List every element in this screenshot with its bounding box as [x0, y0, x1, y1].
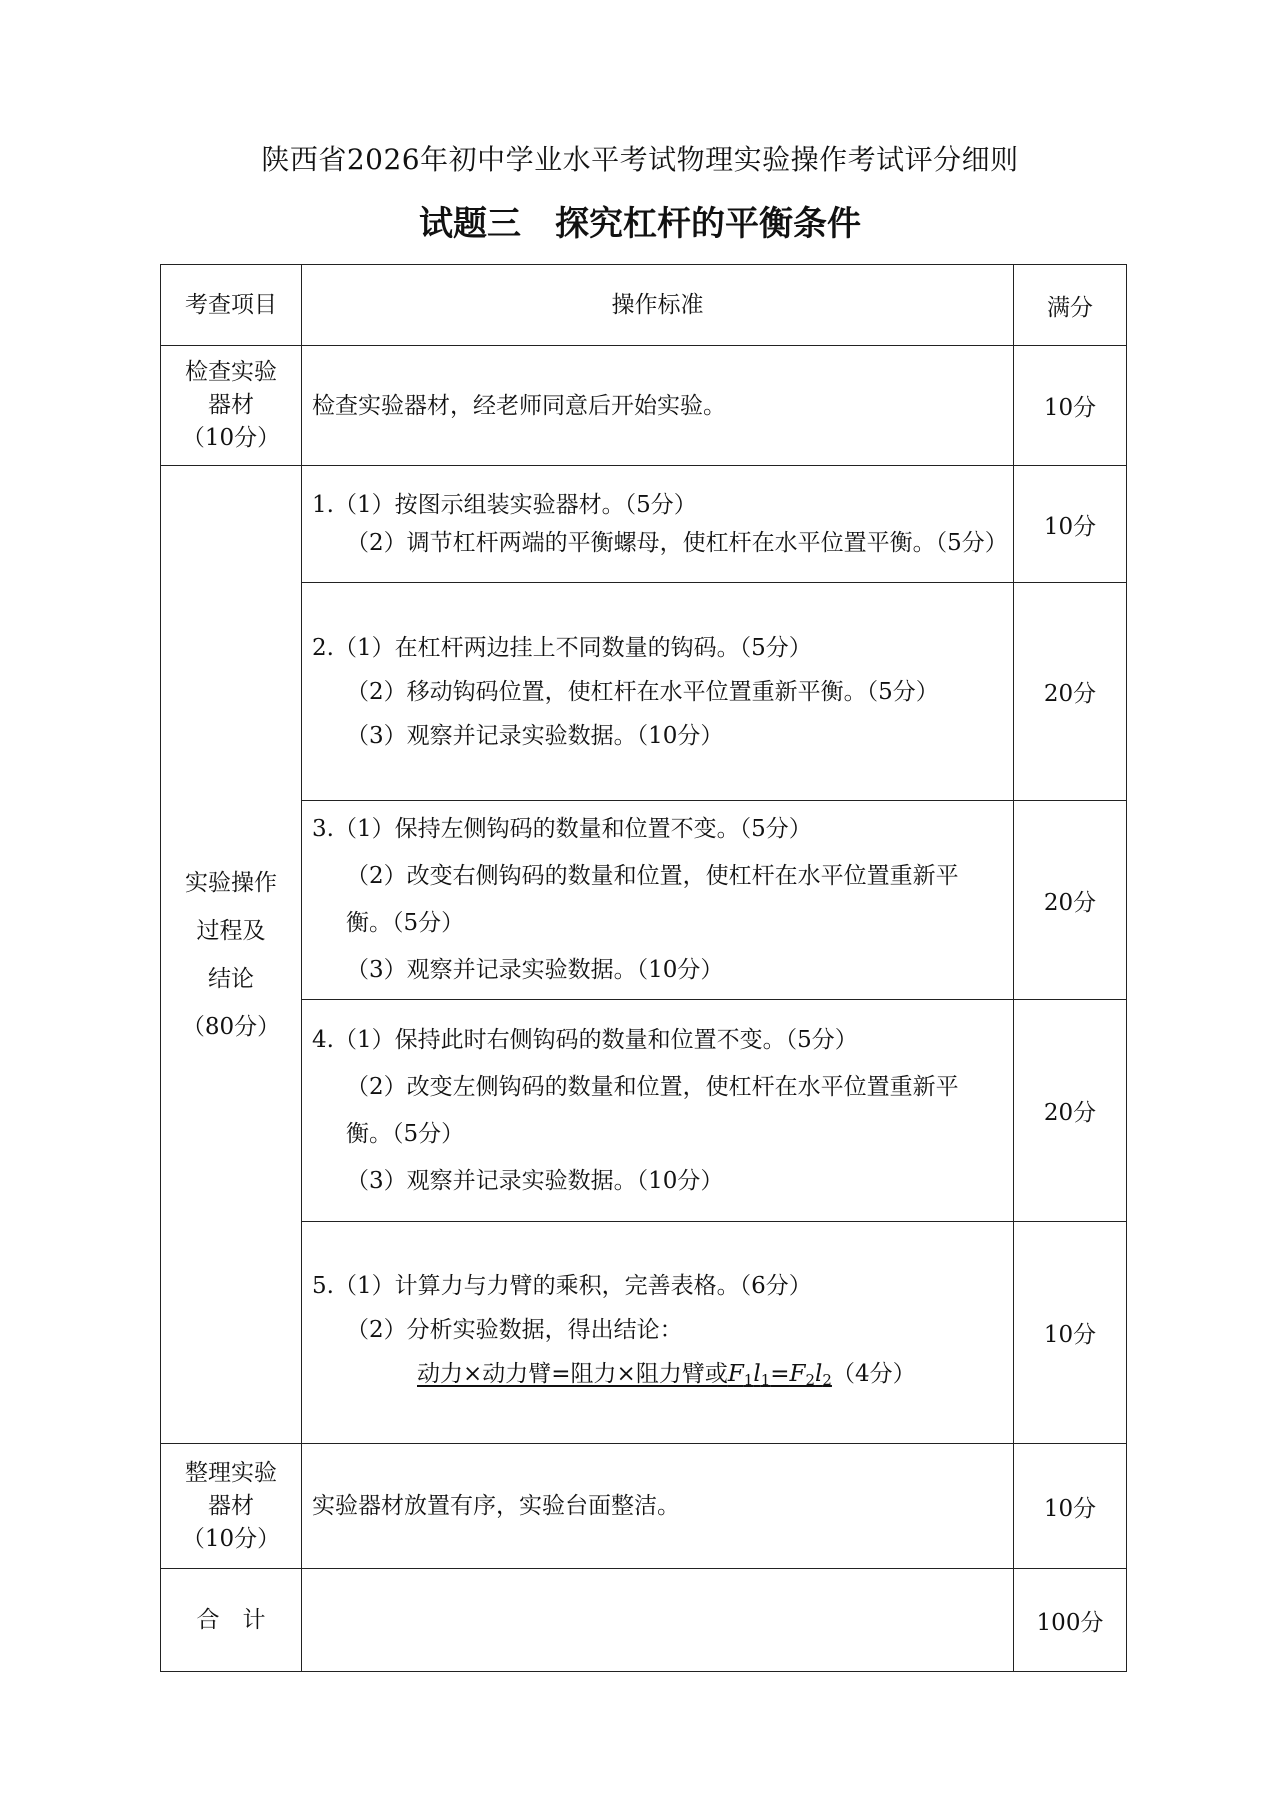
process-score-1: 10分 [1014, 466, 1127, 583]
tidy-standard: 实验器材放置有序，实验台面整洁。 [302, 1444, 1014, 1569]
total-standard-empty [302, 1569, 1014, 1672]
total-score: 100分 [1014, 1569, 1127, 1672]
scoring-table [160, 264, 1127, 1672]
check-item: 检查实验 器材 （10分） [161, 346, 302, 466]
tidy-score: 10分 [1014, 1444, 1127, 1569]
process-standard-5: 5.（1）计算力与力臂的乘积，完善表格。（6分） （2）分析实验数据，得出结论： 动力×动力臂=阻力×阻力臂或$F_1l_1=F_2l_2(4$分） [302, 1222, 1014, 1444]
question-number: 试题三 [419, 204, 521, 244]
process-standard-1: 1.（1）按图示组装实验器材。（5分） （2）调节杠杆两端的平衡螺母，使杠杆在水平位置平衡。（5分） [302, 466, 1014, 583]
process-standard-2: 2.（1）在杠杆两边挂上不同数量的钩码。（5分） （2）移动钩码位置，使杠杆在水平位置重新平衡。（5分） （3）观察并记录实验数据。（10分） [302, 583, 1014, 801]
check-row [161, 346, 1127, 466]
process-item: 实验操作 过程及 结论 （80分） [161, 466, 302, 1444]
process-score-3: 20分 [1014, 801, 1127, 1000]
header-standard: 操作标准 [302, 265, 1014, 346]
total-row [161, 1569, 1127, 1672]
process-row-5 [161, 1222, 1127, 1444]
check-standard: 检查实验器材，经老师同意后开始实验。 [302, 346, 1014, 466]
process-standard-3: 3.（1）保持左侧钩码的数量和位置不变。（5分） （2）改变右侧钩码的数量和位置，使杠杆在水平位置重新平衡。（5分） （3）观察并记录实验数据。（10分） [302, 801, 1014, 1000]
tidy-row [161, 1444, 1127, 1569]
process-score-5: 10分 [1014, 1222, 1127, 1444]
process-row-4 [161, 1000, 1127, 1222]
header-item: 考查项目 [161, 265, 302, 346]
process-row-2 [161, 583, 1127, 801]
total-label: 合 计 [161, 1569, 302, 1672]
tidy-item: 整理实验 器材 （10分） [161, 1444, 302, 1569]
header-score: 满分 [1014, 265, 1127, 346]
process-row-3 [161, 801, 1127, 1000]
question-topic: 探究杠杆的平衡条件 [555, 204, 861, 244]
question-title [0, 196, 1280, 245]
process-row-1 [161, 466, 1127, 583]
check-score: 10分 [1014, 346, 1127, 466]
process-score-2: 20分 [1014, 583, 1127, 801]
document-title: 陕西省2026年初中学业水平考试物理实验操作考试评分细则 [261, 143, 1019, 176]
process-standard-4: 4.（1）保持此时右侧钩码的数量和位置不变。（5分） （2）改变左侧钩码的数量和位置，使杠杆在水平位置重新平衡。（5分） （3）观察并记录实验数据。（10分） [302, 1000, 1014, 1222]
header-row [161, 265, 1127, 346]
process-score-4: 20分 [1014, 1000, 1127, 1222]
conclusion-formula: 动力×动力臂=阻力×阻力臂或$F_1l_1=F_2l_2(4$分） [417, 1360, 916, 1389]
